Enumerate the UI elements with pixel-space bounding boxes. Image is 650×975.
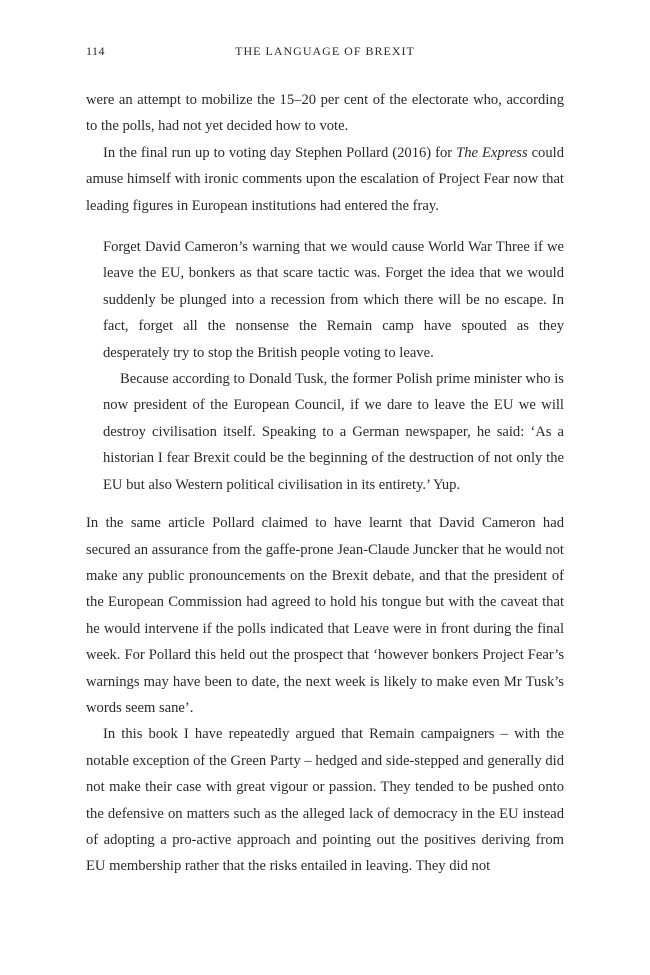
paragraph-continuation: were an attempt to mobilize the 15–20 per cent of the electorate who, according to the polls, had not yet decided how to vote. [86,92,564,135]
paragraph-text: In the final run up to voting day Stephen Pollard (2016) for [103,144,457,161]
block-quote [103,234,564,498]
paragraph-text: could amuse himself with ironic comments upon the escalation of Project Fear now that leading figures in European institutions had entered the fray. [86,144,565,214]
body-text [86,87,564,880]
paragraph-pollard [86,140,564,219]
paragraph-remain-campaigners: In this book I have repeatedly argued that Remain campaigners – with the notable exception of the Green Party – hedged and side-stepped and generally did not make their case with great vigour or passion. They tended to be pushed onto the defensive on matters such as the alleged lack of democracy in the EU instead of adopting a pro-active approach and pointing out the positives deriving from EU membership rather that the risks entailed in leaving. They did not [86,726,564,875]
running-title: THE LANGUAGE OF BREXIT [235,44,415,58]
publication-title: The Express [456,144,528,161]
quote-paragraph: Forget David Cameron’s warning that we would cause World War Three if we leave the EU, bonkers as that scare tactic was. Forget the idea that we would suddenly be plunged into a recession from which there will be no escape. In fact, forget all the nonsense the Remain camp have spouted as they desperately try to stop the British people voting to leave. [103,239,564,361]
page-number: 114 [86,44,106,58]
paragraph-same-article: In the same article Pollard claimed to have learnt that David Cameron had secured an assurance from the gaffe-prone Jean-Claude Juncker that he would not make any public pronouncements on the Brexit debate, and that the president of the European Commission had agreed to hold his tongue but with the caveat that he would intervene if the polls indicated that Leave were in front during the final week. For Pollard this held out the prospect that ‘however bonkers Project Fear’s warnings may have been to date, the next week is likely to make even Mr Tusk’s words seem sane’. [86,515,564,716]
quote-paragraph: Because according to Donald Tusk, the former Polish prime minister who is now president of the European Council, if we dare to leave the EU we will destroy civilisation itself. Speaking to a German newspaper, he said: ‘As a historian I fear Brexit could be the beginning of the destruction of not only the EU but also Western political civilisation in its entirety.’ Yup. [103,371,564,493]
running-header [86,44,564,64]
